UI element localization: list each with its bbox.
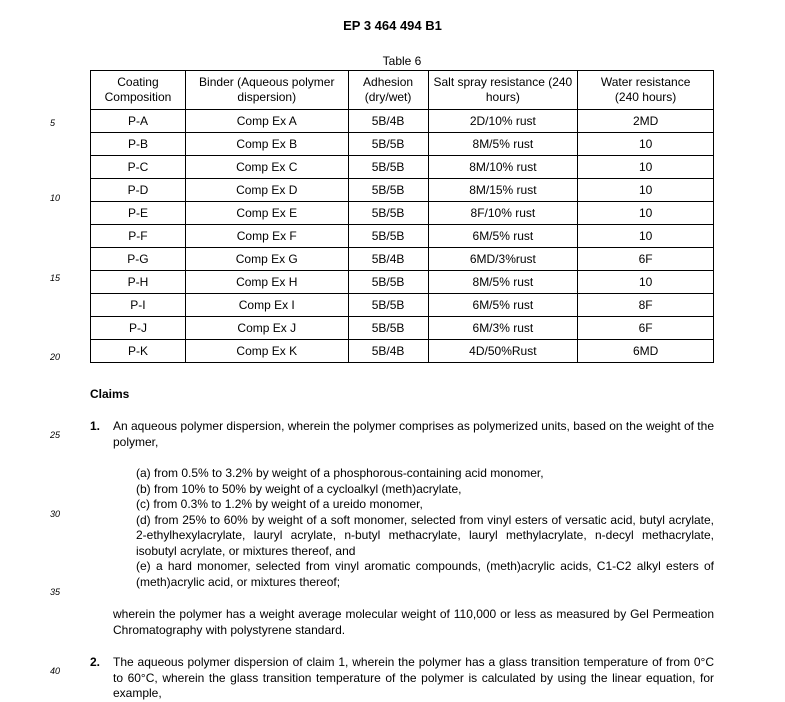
claim-number: 1. bbox=[90, 419, 101, 433]
table-cell: 5B/5B bbox=[348, 179, 428, 202]
col-header-salt-spray: Salt spray resistance (240 hours) bbox=[428, 71, 578, 110]
table-cell: Comp Ex B bbox=[185, 133, 348, 156]
line-number: 5 bbox=[50, 118, 56, 128]
col-header-water-resistance: Water resistance (240 hours) bbox=[578, 71, 714, 110]
table-cell: 8M/15% rust bbox=[428, 179, 578, 202]
document-header: EP 3 464 494 B1 bbox=[343, 18, 442, 33]
line-number: 10 bbox=[50, 193, 61, 203]
table-row bbox=[91, 156, 714, 179]
table-cell: Comp Ex H bbox=[185, 271, 348, 294]
table-row bbox=[91, 294, 714, 317]
table-cell: P-A bbox=[91, 110, 186, 133]
claim-item: (e) a hard monomer, selected from vinyl aromatic compounds, (meth)acrylic acids, C1-C2 alkyl esters of (meth)acrylic acid, or mixtures thereof; bbox=[136, 559, 714, 589]
line-number: 25 bbox=[50, 430, 61, 440]
table-cell: 2D/10% rust bbox=[428, 110, 578, 133]
table-cell: P-H bbox=[91, 271, 186, 294]
table-caption: Table 6 bbox=[382, 54, 422, 68]
claim-1-items bbox=[136, 466, 714, 590]
table-cell: 6F bbox=[578, 317, 714, 340]
table-cell: 5B/5B bbox=[348, 294, 428, 317]
table-cell: Comp Ex I bbox=[185, 294, 348, 317]
table-cell: 5B/5B bbox=[348, 271, 428, 294]
table-cell: P-C bbox=[91, 156, 186, 179]
table-cell: 5B/5B bbox=[348, 156, 428, 179]
table-cell: 2MD bbox=[578, 110, 714, 133]
claim-1-intro: An aqueous polymer dispersion, wherein the polymer comprises as polymerized units, based on the weight of the polymer, bbox=[113, 419, 714, 449]
table-cell: 8F/10% rust bbox=[428, 202, 578, 225]
table-cell: Comp Ex C bbox=[185, 156, 348, 179]
table-cell: P-I bbox=[91, 294, 186, 317]
table-cell: Comp Ex E bbox=[185, 202, 348, 225]
table-cell: 8F bbox=[578, 294, 714, 317]
table-cell: 8M/5% rust bbox=[428, 133, 578, 156]
table-cell: 8M/10% rust bbox=[428, 156, 578, 179]
results-table bbox=[90, 70, 714, 363]
table-row bbox=[91, 110, 714, 133]
table-cell: Comp Ex D bbox=[185, 179, 348, 202]
table-cell: 5B/5B bbox=[348, 202, 428, 225]
table-cell: 5B/5B bbox=[348, 133, 428, 156]
table-row bbox=[91, 202, 714, 225]
table-row bbox=[91, 340, 714, 363]
table-row bbox=[91, 317, 714, 340]
table-cell: P-J bbox=[91, 317, 186, 340]
table-cell: Comp Ex F bbox=[185, 225, 348, 248]
table-cell: 5B/4B bbox=[348, 340, 428, 363]
claims-title: Claims bbox=[90, 387, 130, 401]
table-cell: Comp Ex J bbox=[185, 317, 348, 340]
table-cell: P-K bbox=[91, 340, 186, 363]
table-cell: P-D bbox=[91, 179, 186, 202]
table-row bbox=[91, 248, 714, 271]
col-header-adhesion: Adhesion (dry/wet) bbox=[348, 71, 428, 110]
table-row bbox=[91, 133, 714, 156]
table-cell: 5B/5B bbox=[348, 225, 428, 248]
table-row bbox=[91, 271, 714, 294]
col-header-binder: Binder (Aqueous polymer dispersion) bbox=[185, 71, 348, 110]
table-cell: 10 bbox=[578, 133, 714, 156]
table-cell: 5B/5B bbox=[348, 317, 428, 340]
line-number: 20 bbox=[50, 352, 61, 362]
table-cell: 5B/4B bbox=[348, 110, 428, 133]
table-cell: P-B bbox=[91, 133, 186, 156]
table-cell: 6M/5% rust bbox=[428, 225, 578, 248]
table-cell: 6MD bbox=[578, 340, 714, 363]
table-cell: 10 bbox=[578, 225, 714, 248]
claim-item: (a) from 0.5% to 3.2% by weight of a phosphorous-containing acid monomer, bbox=[136, 466, 544, 480]
claim-2-text: The aqueous polymer dispersion of claim 1, wherein the polymer has a glass transition temperature of from 0°C to 60°C, wherein the glass transition temperature of the polymer is calculated by using the linear equation, for example, bbox=[113, 655, 714, 700]
table-cell: P-F bbox=[91, 225, 186, 248]
line-number: 30 bbox=[50, 509, 61, 519]
claim-item: (d) from 25% to 60% by weight of a soft monomer, selected from vinyl esters of versatic acid, butyl acrylate, 2-ethylhexylacrylate, lauryl acrylate, n-butyl methacrylate, lauryl methylacrylate, n-decyl methacrylate, isobutyl acrylate, or mixtures thereof, and bbox=[136, 512, 714, 558]
table-cell: 10 bbox=[578, 271, 714, 294]
table-cell: P-E bbox=[91, 202, 186, 225]
table-cell: 10 bbox=[578, 156, 714, 179]
table-cell: 6M/5% rust bbox=[428, 294, 578, 317]
table-cell: Comp Ex G bbox=[185, 248, 348, 271]
table-row bbox=[91, 225, 714, 248]
table-cell: Comp Ex K bbox=[185, 340, 348, 363]
table-cell: 10 bbox=[578, 202, 714, 225]
claim-1-tail: wherein the polymer has a weight average molecular weight of 110,000 or less as measured by Gel Permeation Chromatography with polystyrene standard. bbox=[113, 607, 714, 637]
table-cell: 5B/4B bbox=[348, 248, 428, 271]
table-row bbox=[91, 179, 714, 202]
table-header-row bbox=[91, 71, 714, 110]
table-cell: 8M/5% rust bbox=[428, 271, 578, 294]
table-cell: 6F bbox=[578, 248, 714, 271]
claim-item: (c) from 0.3% to 1.2% by weight of a ureido monomer, bbox=[136, 497, 423, 511]
table-cell: P-G bbox=[91, 248, 186, 271]
table-cell: Comp Ex A bbox=[185, 110, 348, 133]
line-number: 40 bbox=[50, 666, 61, 676]
table-cell: 6M/3% rust bbox=[428, 317, 578, 340]
claim-number: 2. bbox=[90, 655, 101, 669]
line-number: 35 bbox=[50, 587, 61, 597]
table-cell: 4D/50%Rust bbox=[428, 340, 578, 363]
table-cell: 10 bbox=[578, 179, 714, 202]
line-number: 15 bbox=[50, 273, 61, 283]
claim-item: (b) from 10% to 50% by weight of a cycloalkyl (meth)acrylate, bbox=[136, 481, 462, 496]
table-cell: 6MD/3%rust bbox=[428, 248, 578, 271]
col-header-coating-composition: Coating Composition bbox=[91, 71, 186, 110]
